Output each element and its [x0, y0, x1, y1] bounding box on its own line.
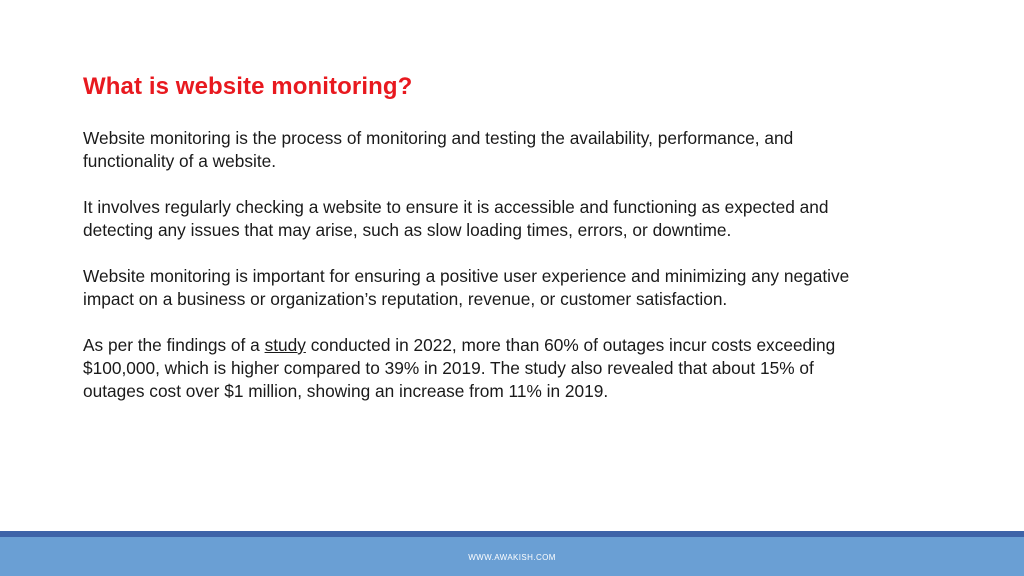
paragraph-involves: It involves regularly checking a website to ensure it is accessible and functioning as expected and detecting any issues that may arise, such as slow loading times, errors, or downtime.: [83, 197, 829, 240]
paragraph-study: [83, 334, 873, 403]
paragraph-importance: Website monitoring is important for ensuring a positive user experience and minimizing any negative impact on a business or organization’s reputation, revenue, or customer satisfaction.: [83, 266, 850, 309]
study-link[interactable]: study: [264, 335, 306, 355]
slide-body: [83, 127, 873, 426]
study-text-before: As per the findings of a: [83, 335, 265, 355]
footer-bar: [0, 537, 1024, 576]
study-text-after: conducted in 2022, more than 60% of outages incur costs exceeding $100,000, which is higher compared to 39% in 2019. The study also revealed that about 15% of outages cost over $1 million, showing an increase from 11% in 2019.: [83, 335, 836, 401]
paragraph-definition: Website monitoring is the process of monitoring and testing the availability, performance, and functionality of a website.: [83, 128, 794, 171]
slide-title: What is website monitoring?: [83, 73, 413, 100]
footer-website: WWW.AWAKISH.COM: [468, 553, 556, 562]
